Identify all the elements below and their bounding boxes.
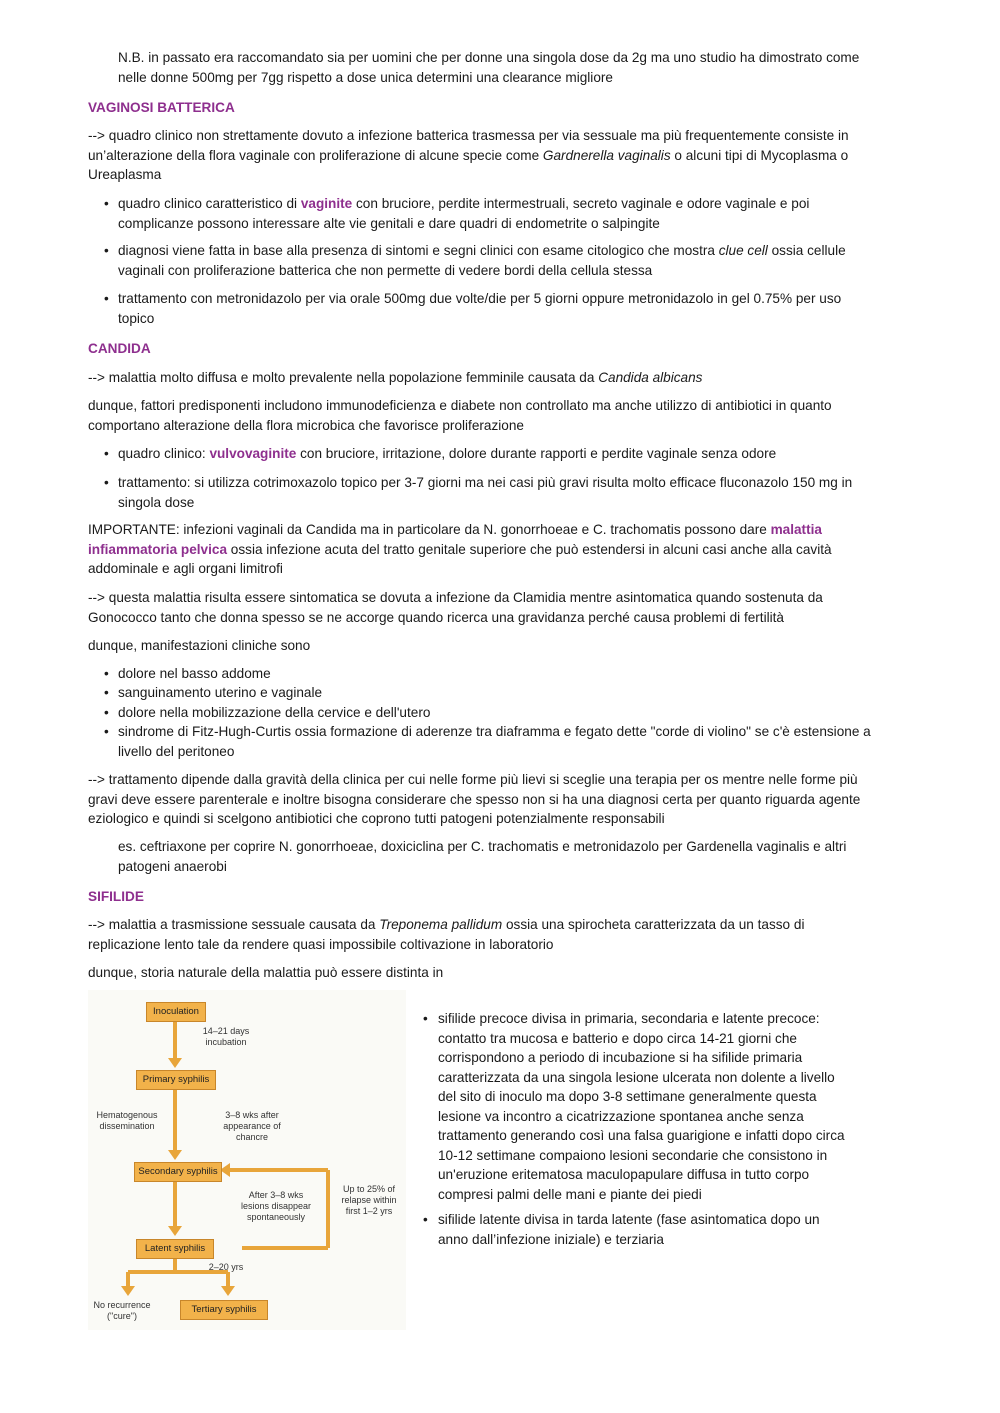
lesions-note: After 3–8 wks lesions disappear spontaneously (240, 1190, 312, 1222)
list-item: dolore nella mobilizzazione della cervice e dell'utero (118, 705, 431, 720)
bullet-dot: • (423, 1011, 428, 1026)
hematogenous-note: Hematogenous dissemination (96, 1110, 158, 1131)
incubation-note: 14–21 days incubation (202, 1026, 250, 1047)
heading-candida: CANDIDA (88, 341, 151, 356)
nb-note: N.B. in passato era raccomandato sia per uomini che per donne una singola dose da 2g ma uno studio ha dimostrato come nelle donne 500mg per 7gg rispetto a dose unica determini una clearance migliore (118, 50, 860, 85)
candida-bullet-1: quadro clinico: vulvovaginite con bruciore, irritazione, dolore durante rapporti e perdite vaginale senza odore (118, 446, 777, 461)
important-paragraph: IMPORTANTE: infezioni vaginali da Candida ma in particolare da N. gonorrhoeae e C. trachomatis possono dare malattia infiammatoria pelvica ossia infezione acuta del tratto genitale superiore che può estendersi in alcuni casi anche alla cavità addominale e agli organi limitrofi (88, 522, 832, 576)
syphilis-flowchart (88, 990, 406, 1330)
candida-intro: --> malattia molto diffusa e molto prevalente nella popolazione femminile causata da Candida albicans (88, 370, 703, 385)
manifestations-intro: dunque, manifestazioni cliniche sono (88, 638, 311, 653)
secondary-box: Secondary syphilis (134, 1162, 222, 1182)
heading-sifilide: SIFILIDE (88, 889, 144, 904)
list-item: dolore nel basso addome (118, 666, 271, 681)
tertiary-box: Tertiary syphilis (180, 1300, 268, 1320)
latent-box: Latent syphilis (136, 1239, 214, 1259)
bullet-dot: • (423, 1212, 428, 1227)
sifilide-intro: --> malattia a trasmissione sessuale causata da Treponema pallidum ossia una spirocheta caratterizzata da un tasso di replicazione lento tale da rendere quasi impossibile coltivazione in laboratorio (88, 917, 805, 952)
years-note: 2–20 yrs (208, 1262, 244, 1272)
example-note: es. ceftriaxone per coprire N. gonorrhoeae, doxiciclina per C. trachomatis e metronidazolo per Gardenella vaginalis e altri patogeni anaerobi (118, 839, 847, 874)
relapse-note: Up to 25% of relapse within first 1–2 yrs (341, 1184, 397, 1216)
primary-box: Primary syphilis (136, 1070, 216, 1090)
treatment-paragraph: --> trattamento dipende dalla gravità della clinica per cui nelle forme più lievi si sceglie una terapia per os mentre nelle forme più gravi deve essere parenterale e inoltre bisogna considerare che spesso non si ha una diagnosi certa per quanto riguarda agente eziologico e quindi si scelgono antibiotici che coprono tutti patogeni potenzialmente responsabili (88, 772, 861, 826)
sifilide-bullet-1: sifilide precoce divisa in primaria, secondaria e latente precoce: contatto tra mucosa e batterio e dopo circa 14-21 giorni che corrispondono a periodo di incubazione si ha sifilide primaria caratterizzata da una singola lesione ulcerata non dolente a livello del sito di inoculo ma dopo 3-8 settimane generalmente questa lesione va incontro a cicatrizzazione spontanea anche senza trattamento generando così una falsa guarigione e infatti dopo circa 10-12 settimane compaiono lesioni secondarie che consistono in un'eruzione eritematosa maculopapulare diffusa in tutto corpo compresi palmi delle mani e piante dei piedi (438, 1011, 845, 1202)
candida-bullet-2: trattamento: si utilizza cotrimoxazolo topico per 3-7 giorni ma nei casi più gravi risulta molto efficace fluconazolo 150 mg in singola dose (118, 475, 853, 510)
vaginosi-intro: --> quadro clinico non strettamente dovuto a infezione batterica trasmessa per via sessuale ma più frequentemente consiste in un’alterazione della flora vaginale con proliferazione di alcune specie come Gardnerella vaginalis o alcuni tipi di Mycoplasma o Ureaplasma (88, 128, 849, 182)
sifilide-paragraph: dunque, storia naturale della malattia può essere distinta in (88, 965, 444, 980)
weeks-note: 3–8 wks after appearance of chancre (223, 1110, 281, 1142)
candida-paragraph: dunque, fattori predisponenti includono immunodeficienza e diabete non controllato ma anche utilizzo di antibiotici in quanto comportano alterazione della flora microbica che favorisce proliferazione (88, 398, 832, 433)
vaginosi-bullet-3: trattamento con metronidazolo per via orale 500mg due volte/die per 5 giorni oppure metronidazolo in gel 0.75% per uso topico (118, 291, 842, 326)
list-item: sanguinamento uterino e vaginale (118, 685, 323, 700)
no-recurrence-note: No recurrence ("cure") (93, 1300, 151, 1321)
inoculation-box: Inoculation (146, 1002, 206, 1022)
list-item: sindrome di Fitz-Hugh-Curtis ossia formazione di aderenze tra diaframma e fegato dette "corde di violino" se c'è estensione a livello del peritoneo (118, 724, 871, 759)
vaginosi-bullet-2: diagnosi viene fatta in base alla presenza di sintomi e segni clinici con esame citologico che mostra clue cell ossia cellule vaginali con proliferazione batterica che non permette di vedere bordi della cellula stessa (118, 243, 846, 278)
pid-paragraph: --> questa malattia risulta essere sintomatica se dovuta a infezione da Clamidia mentre asintomatica quando sostenuta da Gonococco tanto che donna spesso se ne accorge quando ricerca una gravidanza perché causa problemi di fertilità (88, 590, 823, 625)
sifilide-bullet-2: sifilide latente divisa in tarda latente (fase asintomatica dopo un anno dall’infezione iniziale) e terziaria (438, 1212, 820, 1247)
heading-vaginosi: VAGINOSI BATTERICA (88, 100, 235, 115)
vaginosi-bullet-1: quadro clinico caratteristico di vaginite con bruciore, perdite intermestruali, secreto vaginale e odore vaginale e poi complicanze possono interessare alte vie genitali e dare quadri di endometrite o salpingite (118, 196, 810, 231)
